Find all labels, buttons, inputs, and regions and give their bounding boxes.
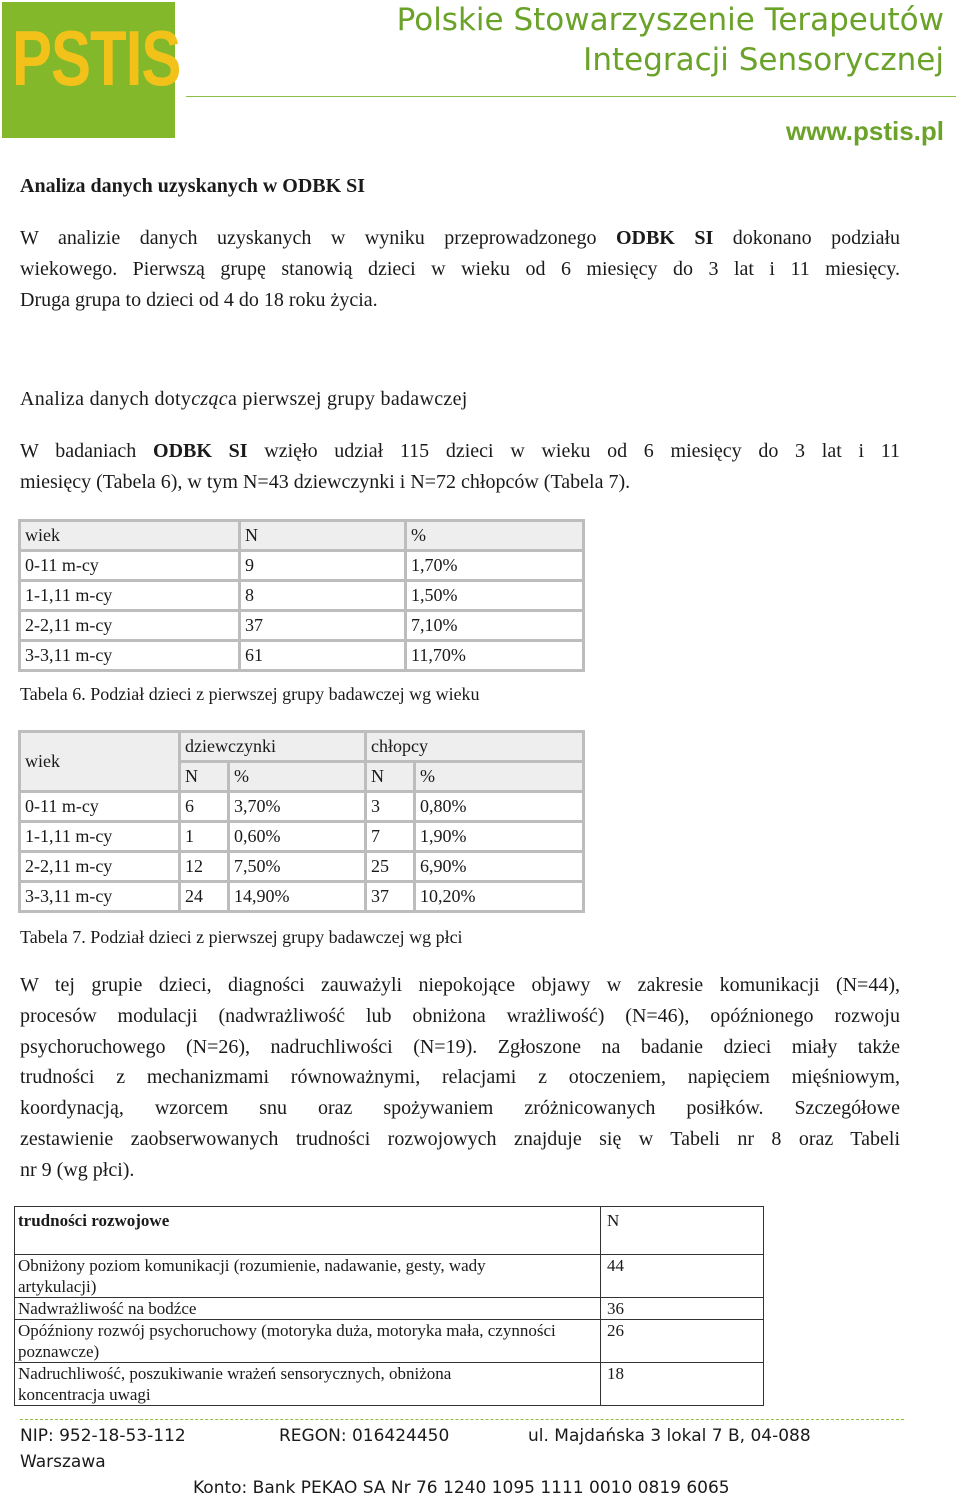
- intro-bold: ODBK SI: [615, 227, 714, 249]
- table-7-subheader-cell: %: [415, 762, 584, 792]
- table-cell: 1,90%: [415, 822, 584, 852]
- table-cell: 3-3,11 m-cy: [20, 641, 240, 671]
- table-cell: 2-2,11 m-cy: [20, 611, 240, 641]
- intro-line-1: [20, 223, 900, 254]
- findings-line: zestawienie zaobserwowanych trudności rozwojowych znajduje się w Tabeli nr 8 oraz Tabeli: [20, 1127, 900, 1150]
- footer-address: ul. Majdańska 3 lokal 7 B, 04-088: [528, 1426, 811, 1446]
- table-row: [20, 852, 584, 882]
- study-text-2: wzięło udział 115 dzieci w wieku od 6 miesięcy do 3 lat i 11: [247, 440, 901, 462]
- org-name-line1: Polskie Stowarzyszenie Terapeutów: [396, 2, 944, 38]
- table-cell: 0-11 m-cy: [20, 551, 240, 581]
- intro-line-2: wiekowego. Pierwszą grupę stanowią dzieci w wieku od 6 miesięcy do 3 lat i 11 miesięcy.: [20, 258, 900, 280]
- table-cell: 3-3,11 m-cy: [20, 882, 180, 912]
- table-cell: 1-1,11 m-cy: [20, 822, 180, 852]
- study-line-2: miesięcy (Tabela 6), w tym N=43 dziewczynki i N=72 chłopców (Tabela 7).: [20, 471, 631, 493]
- table-cell: 7,50%: [229, 852, 366, 882]
- table-cell: 8: [240, 581, 406, 611]
- table-cell: Opóźniony rozwój psychoruchowy (motoryka duża, motoryka mała, czynności poznawcze): [15, 1320, 601, 1363]
- findings-line: procesów modulacji (nadwrażliwość lub obniżona wrażliwość) (N=46), opóźnionego rozwoju: [20, 1004, 900, 1027]
- intro-text-2: dokonano podziału: [713, 227, 901, 249]
- findings-line: nr 9 (wg płci).: [20, 1158, 135, 1181]
- table-cell: 37: [366, 882, 415, 912]
- table-cell: 3: [366, 792, 415, 822]
- table-cell: 36: [601, 1298, 764, 1320]
- table-row: [20, 611, 584, 641]
- findings-line: koordynacją, wzorcem snu oraz spożywaniem zróżnicowanych posiłków. Szczegółowe: [20, 1097, 900, 1120]
- table-7-subheader-cell: N: [180, 762, 229, 792]
- website-link[interactable]: www.pstis.pl: [786, 116, 944, 146]
- table-row: [15, 1363, 764, 1406]
- intro-line-3: Druga grupa to dzieci od 4 do 18 roku życia.: [20, 289, 378, 311]
- table-7-subheader-cell: N: [366, 762, 415, 792]
- table-cell: 37: [240, 611, 406, 641]
- table-cell: 10,20%: [415, 882, 584, 912]
- footer-bank-account: Konto: Bank PEKAO SA Nr 76 1240 1095 1111 0010 0819 6065: [193, 1478, 730, 1498]
- table-8-header-label: trudności rozwojowe: [18, 1211, 170, 1230]
- section-title: Analiza danych uzyskanych w ODBK SI: [20, 175, 366, 197]
- study-paragraph: [20, 436, 900, 498]
- findings-line: psychoruchowego (N=26), nadruchliwości (N=19). Zgłoszone na badanie dzieci miały także: [20, 1035, 900, 1058]
- table-cell: 18: [601, 1363, 764, 1406]
- table-7: [18, 730, 585, 913]
- pstis-logo: [2, 2, 181, 138]
- table-6-header-cell: %: [406, 521, 584, 551]
- table-row: [20, 581, 584, 611]
- table-8-header: [15, 1207, 764, 1255]
- intro-text-1: W analizie danych uzyskanych w wyniku przeprowadzonego: [20, 227, 616, 249]
- table-7-header: [20, 732, 584, 762]
- table-cell: 6: [180, 792, 229, 822]
- findings-line: trudności z mechanizmami równoważnymi, relacjami z otoczeniem, napięciem mięśniowym,: [20, 1066, 900, 1089]
- table-cell: 7: [366, 822, 415, 852]
- table-cell: 24: [180, 882, 229, 912]
- table-8-header-cell: [15, 1207, 601, 1255]
- table-cell: 1,50%: [406, 581, 584, 611]
- subsection-italic: cząc: [191, 388, 228, 410]
- table-cell: 26: [601, 1320, 764, 1363]
- table-cell: 0,80%: [415, 792, 584, 822]
- table-row: [15, 1298, 764, 1320]
- footer-nip: NIP: 952-18-53-112: [20, 1426, 186, 1446]
- table-cell: 0-11 m-cy: [20, 792, 180, 822]
- org-name-line2: Integracji Sensorycznej: [583, 42, 944, 78]
- table-6-header-cell: wiek: [20, 521, 240, 551]
- logo-text: PSTIS: [12, 14, 181, 102]
- table-6: [18, 519, 585, 672]
- table-cell: 7,10%: [406, 611, 584, 641]
- table-7-girls-header: dziewczynki: [180, 732, 366, 762]
- table-7-subheader-cell: %: [229, 762, 366, 792]
- study-line-1: [20, 436, 900, 467]
- table-cell: 25: [366, 852, 415, 882]
- header-divider: [186, 96, 956, 97]
- subsection-text-1: Analiza danych doty: [20, 388, 192, 410]
- table-cell: Nadwrażliwość na bodźce: [15, 1298, 601, 1320]
- table-6-header: [20, 521, 584, 551]
- table-row: [20, 882, 584, 912]
- table-row: [15, 1255, 764, 1298]
- table-cell: 9: [240, 551, 406, 581]
- table-8: [14, 1206, 764, 1406]
- table-row: [20, 641, 584, 671]
- table-8-header-cell: N: [601, 1207, 764, 1255]
- table-cell: 12: [180, 852, 229, 882]
- table-cell: Obniżony poziom komunikacji (rozumienie, nadawanie, gesty, wady artykulacji): [15, 1255, 601, 1298]
- study-text-1: W badaniach: [20, 440, 154, 462]
- table-row: [20, 792, 584, 822]
- table-row: [15, 1320, 764, 1363]
- findings-line: W tej grupie dzieci, diagności zauważyli niepokojące objawy w zakresie komunikacji (N=44),: [20, 974, 900, 996]
- table-cell: 1: [180, 822, 229, 852]
- study-bold: ODBK SI: [153, 440, 248, 462]
- table-6-header-cell: N: [240, 521, 406, 551]
- table-7-boys-header: chłopcy: [366, 732, 584, 762]
- footer-regon: REGON: 016424450: [279, 1426, 450, 1446]
- table-cell: 11,70%: [406, 641, 584, 671]
- table-cell: 6,90%: [415, 852, 584, 882]
- table-cell: 14,90%: [229, 882, 366, 912]
- table-cell: 44: [601, 1255, 764, 1298]
- intro-paragraph: [20, 223, 900, 316]
- findings-paragraph: [20, 970, 900, 1186]
- table-cell: 61: [240, 641, 406, 671]
- table-row: [20, 822, 584, 852]
- footer-divider: [20, 1419, 904, 1420]
- table-6-caption: Tabela 6. Podział dzieci z pierwszej grupy badawczej wg wieku: [20, 684, 480, 704]
- table-cell: 1-1,11 m-cy: [20, 581, 240, 611]
- table-cell: 3,70%: [229, 792, 366, 822]
- subsection-text-2: a pierwszej grupy badawczej: [227, 388, 468, 410]
- table-cell: Nadruchliwość, poszukiwanie wrażeń sensorycznych, obniżona koncentracja uwagi: [15, 1363, 601, 1406]
- table-7-age-header: wiek: [20, 732, 180, 792]
- table-cell: 2-2,11 m-cy: [20, 852, 180, 882]
- footer-city: Warszawa: [20, 1452, 106, 1472]
- table-cell: 1,70%: [406, 551, 584, 581]
- subsection-title: [20, 388, 468, 411]
- table-cell: 0,60%: [229, 822, 366, 852]
- table-7-caption: Tabela 7. Podział dzieci z pierwszej grupy badawczej wg płci: [20, 927, 463, 947]
- table-row: [20, 551, 584, 581]
